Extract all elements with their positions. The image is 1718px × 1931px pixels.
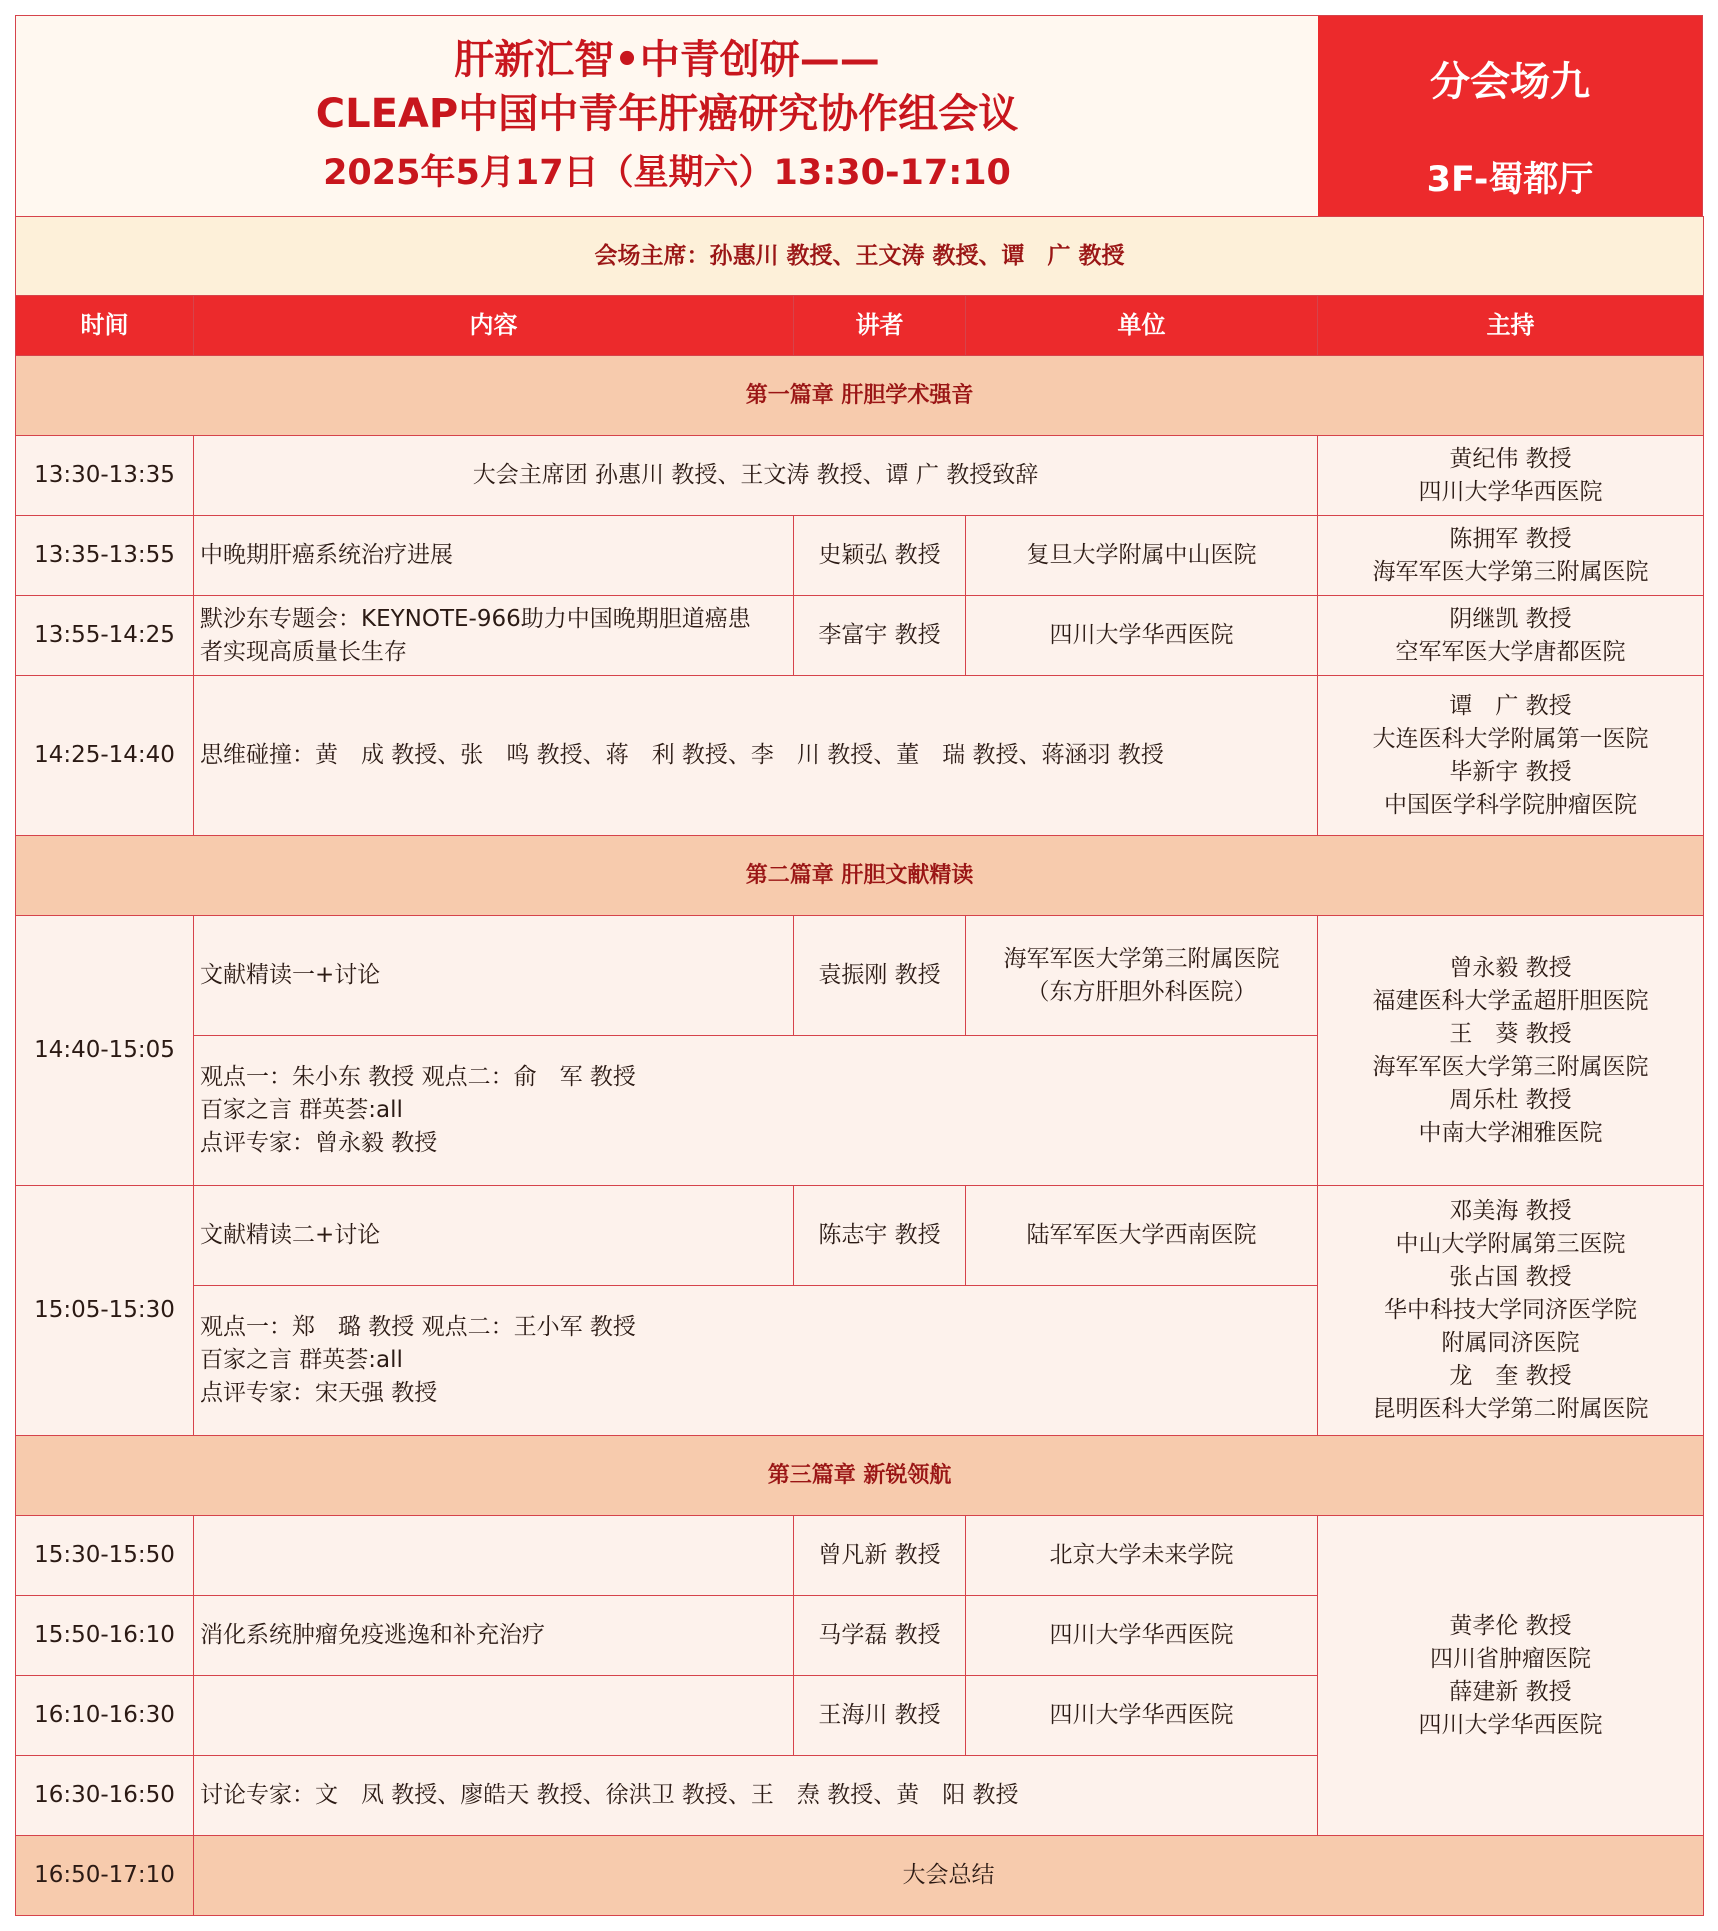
content-cell: 文献精读一+讨论 bbox=[194, 916, 794, 1036]
venue-block bbox=[1318, 16, 1702, 216]
content-cell: 中晚期肝癌系统治疗进展 bbox=[194, 516, 794, 596]
header-title-block bbox=[16, 16, 1318, 216]
title-line-1: 肝新汇智•中青创研—— bbox=[454, 37, 880, 83]
host-line: 中南大学湘雅医院 bbox=[1418, 1119, 1603, 1146]
host-line: 毕新宇 教授 bbox=[1449, 758, 1572, 785]
speaker-cell: 史颖弘 教授 bbox=[794, 516, 966, 596]
unit-line: 海军军医大学第三附属医院 bbox=[1003, 945, 1280, 972]
content-line: 默沙东专题会：KEYNOTE-966助力中国晚期胆道癌患 bbox=[200, 605, 751, 632]
content-cell bbox=[194, 596, 794, 676]
content-cell bbox=[194, 1676, 794, 1756]
unit-cell: 北京大学未来学院 bbox=[966, 1516, 1318, 1596]
col-header-unit: 单位 bbox=[966, 296, 1318, 356]
table-row bbox=[16, 676, 1704, 836]
host-line: 周乐杜 教授 bbox=[1449, 1086, 1572, 1113]
col-header-content: 内容 bbox=[194, 296, 794, 356]
session-chairs: 会场主席：孙惠川 教授、王文涛 教授、谭 广 教授 bbox=[16, 217, 1704, 296]
host-line: 四川大学华西医院 bbox=[1418, 478, 1603, 505]
host-cell bbox=[1318, 596, 1704, 676]
speaker-cell: 陈志宇 教授 bbox=[794, 1186, 966, 1286]
time-cell: 13:30-13:35 bbox=[16, 436, 194, 516]
speaker-cell: 李富宇 教授 bbox=[794, 596, 966, 676]
col-header-time: 时间 bbox=[16, 296, 194, 356]
time-cell: 14:40-15:05 bbox=[16, 916, 194, 1186]
section-row bbox=[16, 1436, 1704, 1516]
table-row bbox=[16, 916, 1704, 1036]
time-cell: 14:25-14:40 bbox=[16, 676, 194, 836]
time-cell: 16:30-16:50 bbox=[16, 1756, 194, 1836]
content-cell: 大会总结 bbox=[194, 1836, 1704, 1916]
table-row bbox=[16, 436, 1704, 516]
host-line: 曾永毅 教授 bbox=[1449, 954, 1572, 981]
schedule-table bbox=[15, 216, 1704, 1916]
host-line: 大连医科大学附属第一医院 bbox=[1372, 725, 1649, 752]
host-line: 中国医学科学院肿瘤医院 bbox=[1384, 791, 1638, 818]
content-line: 者实现高质量长生存 bbox=[200, 638, 407, 665]
time-cell: 13:55-14:25 bbox=[16, 596, 194, 676]
content-cell: 消化系统肿瘤免疫逃逸和补充治疗 bbox=[194, 1596, 794, 1676]
host-line: 空军军医大学唐都医院 bbox=[1395, 638, 1626, 665]
discussion-cell bbox=[194, 1036, 1318, 1186]
time-cell: 15:05-15:30 bbox=[16, 1186, 194, 1436]
table-row bbox=[16, 596, 1704, 676]
host-line: 张占国 教授 bbox=[1449, 1264, 1572, 1290]
host-line: 王 葵 教授 bbox=[1449, 1020, 1572, 1047]
discussion-line: 点评专家：宋天强 教授 bbox=[200, 1380, 438, 1406]
host-line: 邓美海 教授 bbox=[1449, 1198, 1572, 1224]
time-cell: 16:10-16:30 bbox=[16, 1676, 194, 1756]
table-row bbox=[16, 1516, 1704, 1596]
host-cell bbox=[1318, 1516, 1704, 1836]
speaker-cell: 马学磊 教授 bbox=[794, 1596, 966, 1676]
discussion-cell bbox=[194, 1286, 1318, 1436]
host-line: 昆明医科大学第二附属医院 bbox=[1372, 1396, 1649, 1422]
host-line: 阴继凯 教授 bbox=[1449, 605, 1572, 632]
table-row bbox=[16, 1186, 1704, 1286]
column-header-row bbox=[16, 296, 1704, 356]
host-line: 福建医科大学孟超肝胆医院 bbox=[1372, 987, 1649, 1014]
host-cell bbox=[1318, 676, 1704, 836]
unit-cell: 陆军军医大学西南医院 bbox=[966, 1186, 1318, 1286]
venue-name: 分会场九 bbox=[1430, 59, 1590, 105]
host-line: 谭 广 教授 bbox=[1449, 692, 1572, 719]
col-header-host: 主持 bbox=[1318, 296, 1704, 356]
unit-cell bbox=[966, 916, 1318, 1036]
unit-cell: 复旦大学附属中山医院 bbox=[966, 516, 1318, 596]
speaker-cell: 王海川 教授 bbox=[794, 1676, 966, 1756]
date-time: 2025年5月17日（星期六）13:30-17:10 bbox=[323, 153, 1011, 193]
table-row bbox=[16, 516, 1704, 596]
content-cell: 讨论专家：文 凤 教授、廖皓天 教授、徐洪卫 教授、王 焘 教授、黄 阳 教授 bbox=[194, 1756, 1318, 1836]
host-cell bbox=[1318, 436, 1704, 516]
host-line: 四川大学华西医院 bbox=[1418, 1711, 1603, 1738]
schedule-sheet bbox=[15, 15, 1703, 1916]
section-title: 第一篇章 肝胆学术强音 bbox=[16, 356, 1704, 436]
host-line: 龙 奎 教授 bbox=[1449, 1363, 1572, 1389]
content-cell bbox=[194, 1516, 794, 1596]
unit-cell: 四川大学华西医院 bbox=[966, 596, 1318, 676]
time-cell: 15:30-15:50 bbox=[16, 1516, 194, 1596]
unit-line: （东方肝胆外科医院） bbox=[1026, 978, 1257, 1005]
chair-row bbox=[16, 217, 1704, 296]
venue-room: 3F-蜀都厅 bbox=[1426, 160, 1594, 200]
section-row bbox=[16, 356, 1704, 436]
time-cell: 15:50-16:10 bbox=[16, 1596, 194, 1676]
host-line: 华中科技大学同济医学院 bbox=[1384, 1297, 1638, 1323]
section-title: 第三篇章 新锐领航 bbox=[16, 1436, 1704, 1516]
section-row bbox=[16, 836, 1704, 916]
content-cell: 大会主席团 孙惠川 教授、王文涛 教授、谭 广 教授致辞 bbox=[194, 436, 1318, 516]
speaker-cell: 曾凡新 教授 bbox=[794, 1516, 966, 1596]
host-line: 黄孝伦 教授 bbox=[1449, 1612, 1572, 1639]
host-line: 四川省肿瘤医院 bbox=[1430, 1645, 1592, 1672]
section-title: 第二篇章 肝胆文献精读 bbox=[16, 836, 1704, 916]
table-row bbox=[16, 1836, 1704, 1916]
header bbox=[15, 15, 1703, 216]
discussion-line: 观点一：朱小东 教授 观点二：俞 军 教授 bbox=[200, 1064, 636, 1090]
unit-cell: 四川大学华西医院 bbox=[966, 1596, 1318, 1676]
discussion-line: 百家之言 群英荟:all bbox=[200, 1347, 403, 1373]
host-line: 附属同济医院 bbox=[1441, 1330, 1580, 1356]
host-line: 中山大学附属第三医院 bbox=[1395, 1231, 1626, 1257]
host-cell bbox=[1318, 516, 1704, 596]
content-cell: 思维碰撞：黄 成 教授、张 鸣 教授、蒋 利 教授、李 川 教授、董 瑞 教授、蒋涵羽 教授 bbox=[194, 676, 1318, 836]
host-cell bbox=[1318, 916, 1704, 1186]
title-line-2: CLEAP中国中青年肝癌研究协作组会议 bbox=[315, 91, 1019, 137]
time-cell: 13:35-13:55 bbox=[16, 516, 194, 596]
host-line: 陈拥军 教授 bbox=[1449, 525, 1572, 552]
host-line: 黄纪伟 教授 bbox=[1449, 445, 1572, 472]
content-cell: 文献精读二+讨论 bbox=[194, 1186, 794, 1286]
discussion-line: 百家之言 群英荟:all bbox=[200, 1097, 403, 1123]
time-cell: 16:50-17:10 bbox=[16, 1836, 194, 1916]
host-cell bbox=[1318, 1186, 1704, 1436]
host-line: 海军军医大学第三附属医院 bbox=[1372, 1053, 1649, 1080]
discussion-line: 点评专家：曾永毅 教授 bbox=[200, 1130, 438, 1156]
host-line: 薛建新 教授 bbox=[1449, 1678, 1572, 1705]
discussion-line: 观点一：郑 璐 教授 观点二：王小军 教授 bbox=[200, 1314, 636, 1340]
col-header-speaker: 讲者 bbox=[794, 296, 966, 356]
unit-cell: 四川大学华西医院 bbox=[966, 1676, 1318, 1756]
host-line: 海军军医大学第三附属医院 bbox=[1372, 558, 1649, 585]
speaker-cell: 袁振刚 教授 bbox=[794, 916, 966, 1036]
